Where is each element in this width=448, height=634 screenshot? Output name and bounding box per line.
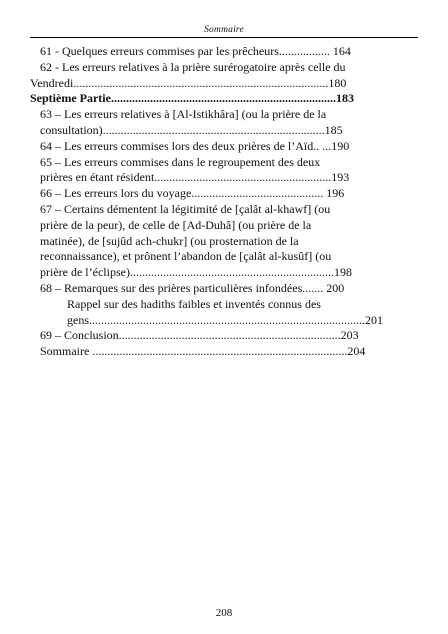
toc-entry-62[interactable] [30,60,416,92]
toc-line: Vendredi.....................................................................................180 [30,75,347,90]
table-of-contents [30,44,416,360]
toc-line: 67 – Certains démentent la légitimité de [çalât al-khawf] (ou [40,201,331,216]
toc-entry-68[interactable] [30,281,416,297]
toc-entry-67[interactable] [30,202,416,281]
toc-entry-rappel[interactable] [30,297,416,329]
toc-line: prières en étant résident...........................................................193 [40,170,350,185]
toc-entry-66[interactable] [30,186,416,202]
toc-entry-63[interactable] [30,107,416,139]
header-rule [30,37,418,38]
toc-line: 65 – Les erreurs commises dans le regroupement des deux [40,154,321,169]
running-header: Sommaire [204,25,244,35]
toc-line: prière de l’éclipse)....................................................................198 [40,265,352,280]
toc-line: Sommaire .....................................................................................204 [40,344,366,359]
toc-line: prière de la peur), de celle de [Ad-Duhâ] (ou prière de la [40,217,312,232]
toc-line: gens............................................................................................201 [67,312,383,327]
toc-entry-69[interactable] [30,328,416,344]
toc-line: 62 - Les erreurs relatives à la prière surérogatoire après celle du [40,59,346,74]
toc-line: Rappel sur des hadiths faibles et inventés connus des [67,296,321,311]
toc-entry-sommaire[interactable] [30,344,416,360]
toc-line: Septième Partie...........................................................................183 [30,91,354,106]
toc-line: matinée), de [sujûd ach-chukr] (ou prosternation de la [40,233,299,248]
toc-entry-64[interactable] [30,139,416,155]
toc-entry-61[interactable] [30,44,416,60]
toc-line: 64 – Les erreurs commises lors des deux prières de l’Aïd.. ...190 [40,138,350,153]
page-number: 208 [215,607,233,619]
toc-line: 63 – Les erreurs relatives à [Al-Istikhâra] (ou la prière de la [40,107,327,122]
toc-line: 69 – Conclusion..........................................................................203 [40,328,359,343]
toc-entry-septieme-partie[interactable] [30,91,416,107]
toc-line: 61 - Quelques erreurs commises par les prêcheurs................. 164 [40,44,351,58]
toc-line: consultation)..........................................................................185 [40,122,343,137]
toc-line: reconnaissance), et prônent l’abandon de [çalât al-kusûf] (ou [40,249,332,264]
toc-line: 66 – Les erreurs lors du voyage............................................ 196 [40,186,345,201]
toc-line: 68 – Remarques sur des prières particulières infondées....... 200 [40,280,345,295]
toc-entry-65[interactable] [30,155,416,187]
